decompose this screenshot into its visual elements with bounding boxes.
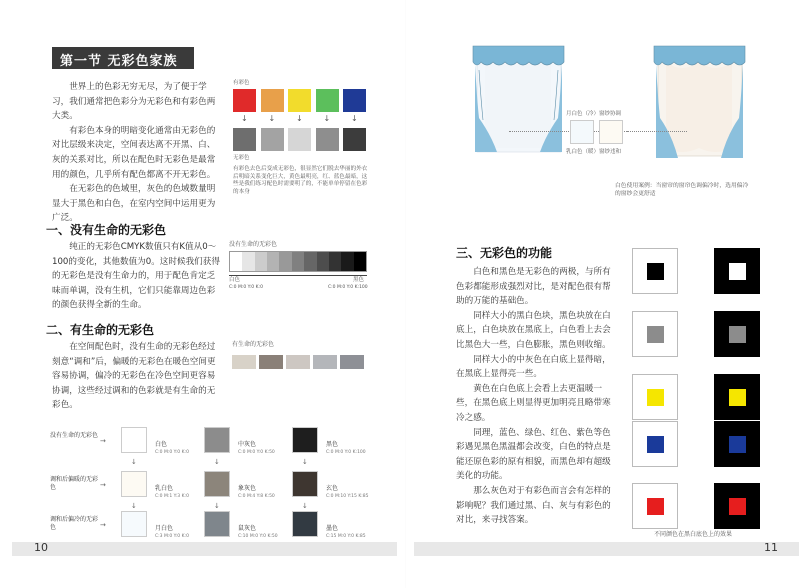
intro-text (52, 80, 220, 226)
table-color-name: 白色 (155, 441, 168, 448)
living-swatch (313, 355, 337, 369)
gradient-step (317, 252, 329, 271)
table-color-name: 黑色 (326, 441, 339, 448)
demo-white-frame (632, 483, 678, 529)
demo-black-frame (714, 374, 760, 420)
footer-bar-right (414, 542, 799, 556)
section-title: 第一节 无彩色家族 (52, 47, 194, 69)
gray-gradient-bar (229, 251, 367, 272)
demo-inner-square (729, 498, 746, 515)
demo-black-frame (714, 311, 760, 357)
demo-white-frame (632, 421, 678, 467)
table-color-box (121, 427, 147, 453)
right-arrow-icon: → (100, 481, 106, 489)
table-color-box (204, 471, 230, 497)
left-page (0, 0, 405, 588)
down-arrow-icon: ↓ (302, 502, 308, 510)
chromatic-swatch (261, 89, 284, 112)
demo-black-frame (714, 248, 760, 294)
down-arrow-icon: ↓ (302, 458, 308, 466)
down-arrow-icon: ↓ (296, 114, 303, 123)
intro-paragraph-1: 世界上的色彩无穷无尽，为了便于学习，我们通常把色彩分为无彩色和有彩色两大类。 (52, 82, 216, 122)
section-1-text (52, 240, 222, 313)
living-swatch (286, 355, 310, 369)
section-3-paragraph-6: 那么灰色对于有彩色而言会有怎样的影响呢？我们通过黑、白、灰与有彩色的对比，来寻找答案。 (456, 485, 611, 526)
curtain-label-warm: 乳白色（暖）窗纱违和 (566, 149, 622, 155)
achromatic-swatch (316, 128, 339, 151)
demo-inner-square (647, 326, 664, 343)
living-swatch (340, 355, 364, 369)
gradient-step (267, 252, 279, 271)
right-arrow-icon: → (100, 521, 106, 529)
demo-inner-square (729, 436, 746, 453)
demo-caption: 不同颜色在黑白底色上的效果 (654, 531, 733, 538)
demo-black-frame (714, 421, 760, 467)
living-swatch (259, 355, 283, 369)
intro-paragraph-2: 有彩色本身的明暗变化通常由无彩色的对比层级来决定，空间表达离不开黑、白、灰的关系对比，所以在配色时无彩色是最常用的颜色，几乎所有配色都离不开无彩色。 (52, 125, 216, 180)
table-row-label: 调和后偏冷的无彩色 (50, 516, 99, 531)
gradient-step (329, 252, 341, 271)
intro-paragraph-3: 在无彩色的色域里，灰色的色域数量明显大于黑色和白色，在室内空间中运用更为广泛。 (52, 184, 216, 224)
down-arrow-icon: ↓ (268, 114, 276, 123)
demo-inner-square (729, 389, 746, 406)
table-color-box (121, 511, 147, 537)
table-color-name: 象灰色 (238, 485, 257, 492)
gradient-step (255, 252, 267, 271)
table-color-name: 月白色 (155, 525, 174, 532)
table-color-name: 鼠灰色 (238, 525, 257, 532)
chromatic-swatch (288, 89, 311, 112)
demo-inner-square (647, 436, 664, 453)
table-color-code: C:0 M:1 Y:3 K:0 (155, 494, 189, 499)
gradient-step (279, 252, 291, 271)
down-arrow-icon: ↓ (323, 114, 331, 123)
table-color-code: C:0 M:4 Y:8 K:50 (238, 494, 275, 499)
table-row-label: 没有生命的无彩色 (50, 432, 99, 439)
gradient-step (292, 252, 304, 271)
gradient-black-code: C:0 M:0 Y:0 K:100 (328, 285, 368, 290)
down-arrow-icon: ↓ (131, 502, 137, 510)
demo-inner-square (729, 263, 746, 280)
chromatic-swatch (343, 89, 366, 112)
table-color-code: C:10 M:0 Y:0 K:50 (238, 534, 278, 539)
section-3-paragraph-4: 黄色在白色底上会看上去更温暖一些，在黑色底上则显得更加明亮且略带寒冷之感。 (456, 383, 611, 423)
section-3-heading: 三、无彩色的功能 (456, 246, 553, 260)
table-color-box (204, 427, 230, 453)
achromatic-label: 无彩色 (233, 155, 250, 161)
swatch-caption: 有彩色去色后变成无彩色，很显然它们脱去华丽的外衣后明暗关系变化巨大，黄色最明亮，红、蓝色最暗，这些是我们练习配色时需要明了的，不能单单停留在色彩的本身 (233, 166, 368, 195)
down-arrow-icon: ↓ (241, 114, 248, 123)
table-color-name: 玄色 (326, 485, 339, 492)
chromatic-label: 有彩色 (233, 80, 250, 86)
section-3-paragraph-1: 白色和黑色是无彩色的两极，与所有色彩都能形成强烈对比，是对配色很有帮助的万能的基础色。 (456, 267, 611, 307)
living-title: 有生命的无彩色 (232, 341, 275, 348)
table-color-box (204, 511, 230, 537)
curtain-caption: 白色使用案例：当窗帘的窗帘色调偏冷时，选用偏冷的窗纱会更舒适 (615, 183, 749, 197)
curtain-warm-illustration (652, 40, 747, 170)
gradient-white-code: C:0 M:0 Y:0 K:0 (229, 285, 263, 290)
table-color-box (292, 427, 318, 453)
footer-bar-left (12, 542, 397, 556)
down-arrow-icon: ↓ (214, 502, 220, 510)
down-arrow-icon: ↓ (351, 114, 358, 123)
section-1-heading: 一、没有生命的无彩色 (46, 223, 167, 237)
demo-white-frame (632, 374, 678, 420)
gradient-white-label: 白色 (229, 277, 241, 283)
table-color-box (292, 511, 318, 537)
down-arrow-icon: ↓ (131, 458, 137, 466)
table-row-label: 调和后偏暖的无彩色 (50, 476, 99, 491)
curtain-label-cool: 月白色（冷）窗纱协调 (566, 111, 622, 117)
right-arrow-icon: → (100, 437, 106, 445)
page-number-left: 10 (34, 541, 48, 554)
section-3-paragraph-3: 同样大小的中灰色在白底上显得暗，在黑底上显得亮一些。 (456, 354, 611, 380)
chromatic-swatch (233, 89, 256, 112)
table-color-name: 乳白色 (155, 485, 174, 492)
gradient-step (230, 252, 242, 271)
demo-inner-square (647, 498, 664, 515)
section-2-heading: 二、有生命的无彩色 (46, 323, 155, 337)
table-color-code: C:0 M:0 Y:0 K:100 (326, 450, 366, 455)
section-1-paragraph: 纯正的无彩色CMYK数值只有K值从0～100的变化，其他数值为0。这时候我们获得的无彩色是没有生命力的，用于配色肯定乏味而单调，没有生机，它们只能靠周边色彩的颜色获得全新的生命。 (52, 242, 220, 311)
demo-white-frame (632, 248, 678, 294)
living-swatch (232, 355, 256, 369)
table-color-box (121, 471, 147, 497)
curtain-cool-illustration (471, 40, 566, 155)
section-2-text (52, 340, 222, 413)
table-color-code: C:15 M:0 Y:0 K:85 (326, 534, 366, 539)
achromatic-swatch (343, 128, 366, 151)
gradient-step (354, 252, 366, 271)
section-3-text (456, 265, 611, 528)
table-color-code: C:0 M:10 Y:15 K:85 (326, 494, 369, 499)
demo-white-frame (632, 311, 678, 357)
table-color-code: C:0 M:0 Y:0 K:50 (238, 450, 275, 455)
right-page (406, 0, 811, 588)
page-number-right: 11 (764, 541, 778, 554)
demo-inner-square (647, 389, 664, 406)
milk-white-swatch (599, 120, 623, 144)
achromatic-swatch (288, 128, 311, 151)
table-color-code: C:0 M:0 Y:0 K:0 (155, 450, 189, 455)
table-color-box (292, 471, 318, 497)
section-3-paragraph-2: 同样大小的黑白色块，黑色块放在白底上，白色块放在黑底上，白色看上去会比黑色大一些，白色膨胀，黑色则收缩。 (456, 310, 611, 350)
achromatic-swatch (233, 128, 256, 151)
gradient-step (242, 252, 254, 271)
achromatic-swatch (261, 128, 284, 151)
demo-inner-square (729, 326, 746, 343)
gradient-step (304, 252, 316, 271)
demo-black-frame (714, 483, 760, 529)
table-color-name: 墨色 (326, 525, 339, 532)
chromatic-swatch (316, 89, 339, 112)
section-3-paragraph-5: 同理，蓝色、绿色、红色、紫色等色彩遇见黑色黑温都会改变，白色的特点是能还原色彩的原有相貌，而黑色却有超级美化的功能。 (456, 427, 611, 482)
gradient-black-label: 黑色 (353, 277, 365, 283)
section-2-paragraph: 在空间配色时，没有生命的无彩色经过刻意“调和”后，偏暖的无彩色在暖色空间更容易协调，偏冷的无彩色在冷色空间更容易协调，这些经过调和的色彩就是有生命的无彩色。 (52, 342, 216, 411)
gradient-axis-line (229, 275, 367, 281)
down-arrow-icon: ↓ (214, 458, 220, 466)
table-color-code: C:3 M:0 Y:0 K:0 (155, 534, 189, 539)
gradient-title: 没有生命的无彩色 (229, 241, 278, 248)
gradient-step (341, 252, 353, 271)
table-color-name: 中灰色 (238, 441, 257, 448)
demo-inner-square (647, 263, 664, 280)
moon-white-swatch (570, 120, 594, 144)
connector-line-2 (627, 131, 687, 132)
